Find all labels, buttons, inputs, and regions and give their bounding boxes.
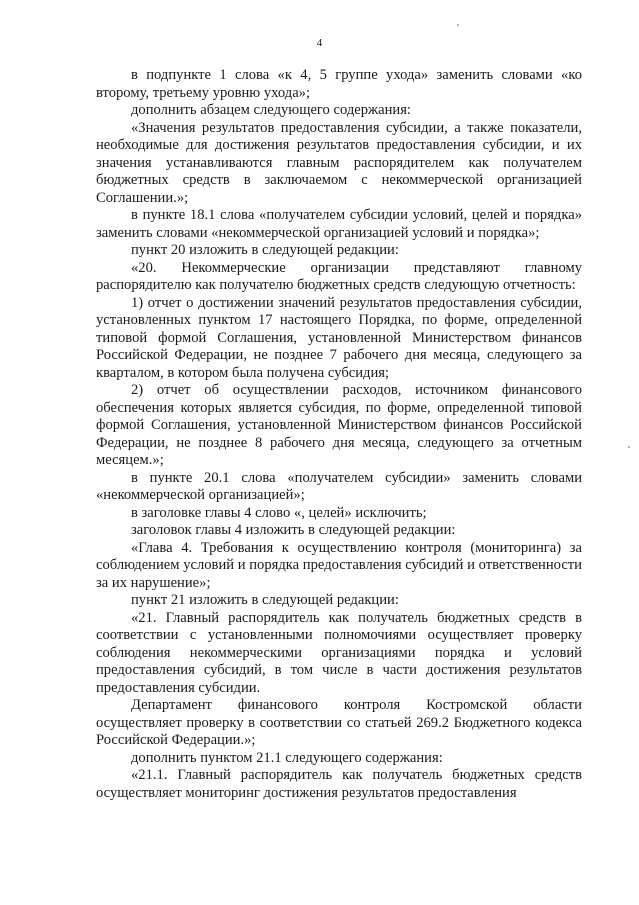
page-number: 4	[316, 37, 323, 49]
paragraph: в пункте 18.1 слова «получателем субсидии условий, целей и порядка» заменить словами «некоммерческой организацией условий и порядка»;	[96, 207, 582, 241]
paragraph: 1) отчет о достижении значений результатов предоставления субсидии, установленных пунктом 17 настоящего Порядка, по форме, определенной типовой формой Соглашения, установленной Министерством финансов Российской Федерации, не позднее 7 рабочего дня месяца, следующего за кварталом, в котором была получена субсидия;	[96, 294, 582, 381]
paragraph: в подпункте 1 слова «к 4, 5 группе ухода» заменить словами «ко второму, третьему уровню ухода»;	[96, 67, 582, 101]
paragraph: пункт 20 изложить в следующей редакции:	[131, 242, 399, 258]
paragraph: заголовок главы 4 изложить в следующей редакции:	[131, 522, 456, 538]
paragraph: в пункте 20.1 слова «получателем субсидии» заменить словами «некоммерческой организацией»;	[96, 469, 582, 503]
paragraph: «21. Главный распорядитель как получатель бюджетных средств в соответствии с установленными полномочиями осуществляет проверку соблюдения некоммерческими организациями порядка и условий предоставления субсидий, в том числе в части достижения результатов предоставления субсидии.	[96, 609, 582, 696]
paragraph: «Значения результатов предоставления субсидии, а также показатели, необходимые для достижения результатов предоставления субсидии, и их значения устанавливаются главным распорядителем как получателем бюджетных средств в заключаемом с некоммерческой организацией Соглашении.»;	[96, 119, 582, 206]
document-body	[96, 67, 582, 802]
scan-speck	[457, 24, 459, 26]
paragraph: 2) отчет об осуществлении расходов, источником финансового обеспечения которых является субсидия, по форме, определенной типовой формой Соглашения, установленной Министерством финансов Российской Федерации, не позднее 8 рабочего дня месяца, следующего за отчетным месяцем.»;	[96, 382, 582, 468]
paragraph: дополнить пунктом 21.1 следующего содержания:	[131, 749, 443, 766]
scan-speck	[628, 446, 630, 448]
paragraph: Департамент финансового контроля Костромской области осуществляет проверку в соответствии со статьей 269.2 Бюджетного кодекса Российской Федерации.»;	[96, 697, 582, 748]
paragraph: дополнить абзацем следующего содержания:	[131, 102, 411, 118]
paragraph: в заголовке главы 4 слово «, целей» исключить;	[131, 504, 427, 521]
paragraph: «21.1. Главный распорядитель как получатель бюджетных средств осуществляет мониторинг достижения результатов предоставления	[96, 767, 582, 801]
paragraph: «20. Некоммерческие организации представляют главному распорядителю как получателю бюджетных средств следующую отчетность:	[96, 259, 582, 293]
paragraph: пункт 21 изложить в следующей редакции:	[131, 592, 399, 608]
paragraph: «Глава 4. Требования к осуществлению контроля (мониторинга) за соблюдением условий и порядка предоставления субсидий и ответственности за их нарушение»;	[96, 539, 582, 591]
